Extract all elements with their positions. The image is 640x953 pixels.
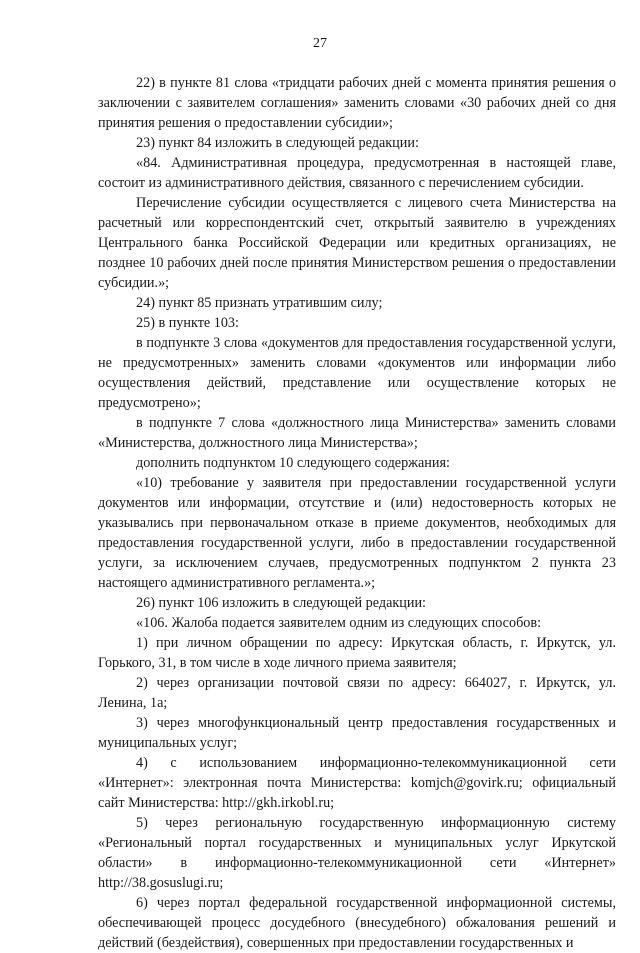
paragraph-method-6: 6) через портал федеральной государственной информационной системы, обеспечивающей процесс досудебного (внесудебного) обжалования решений и действий (бездействия), совершенных при предоставлении государственных и <box>98 895 616 951</box>
paragraph-method-5: 5) через региональную государственную информационную систему «Региональный портал государственных и муниципальных услуг Иркутской области» в информационно-телекоммуникационной сети «Интернет» http://38.gosuslugi.ru; <box>98 815 616 891</box>
paragraph-method-1: 1) при личном обращении по адресу: Иркутская область, г. Иркутск, ул. Горького, 31, в том числе в ходе личного приема заявителя; <box>98 635 616 671</box>
document-body <box>98 73 616 953</box>
paragraph-item-24: 24) пункт 85 признать утратившим силу; <box>136 295 383 311</box>
paragraph-method-4: 4) с использованием информационно-телекоммуникационной сети «Интернет»: электронная почта Министерства: komjch@govirk.ru; официальный сайт Министерства: http://gkh.irkobl.ru; <box>98 755 616 811</box>
paragraph-item-23: 23) пункт 84 изложить в следующей редакции: <box>136 135 419 151</box>
paragraph-subitem-3: в подпункте 3 слова «документов для предоставления государственной услуги, не предусмотренных» заменить словами «документов или информации либо осуществления действий, представление или осуществление которых не предусмотрено»; <box>98 335 616 411</box>
paragraph-subsidy-transfer: Перечисление субсидии осуществляется с лицевого счета Министерства на расчетный или корреспондентский счет, открытый заявителю в учреждениях Центрального банка Российской Федерации или кредитных организациях, не позднее 10 рабочих дней после принятия Министерством решения о предоставлении субсидии.»; <box>98 195 616 291</box>
paragraph-item-25: 25) в пункте 103: <box>136 315 239 331</box>
paragraph-add-subitem-10: дополнить подпунктом 10 следующего содержания: <box>136 455 450 471</box>
page-number: 27 <box>313 36 327 51</box>
paragraph-point-84: «84. Административная процедура, предусмотренная в настоящей главе, состоит из административного действия, связанного с перечислением субсидии. <box>98 155 616 191</box>
paragraph-method-2: 2) через организации почтовой связи по адресу: 664027, г. Иркутск, ул. Ленина, 1а; <box>98 675 616 711</box>
paragraph-item-22: 22) в пункте 81 слова «тридцати рабочих дней с момента принятия решения о заключении с заявителем соглашения» заменить словами «30 рабочих дней со дня принятия решения о предоставлении субсидии»; <box>98 75 616 131</box>
paragraph-subitem-7: в подпункте 7 слова «должностного лица Министерства» заменить словами «Министерства, должностного лица Министерства»; <box>98 415 616 451</box>
paragraph-point-106: «106. Жалоба подается заявителем одним из следующих способов: <box>136 615 542 631</box>
paragraph-item-26: 26) пункт 106 изложить в следующей редакции: <box>136 595 426 611</box>
paragraph-method-3: 3) через многофункциональный центр предоставления государственных и муниципальных услуг; <box>98 715 616 751</box>
paragraph-subitem-10-text: «10) требование у заявителя при предоставлении государственной услуги документов или информации, отсутствие и (или) недостоверность которых не указывались при первоначальном отказе в приеме документов, необходимых для предоставления государственной услуги, либо в предоставлении государственной услуги, за исключением случаев, предусмотренных подпунктом 2 пункта 23 настоящего административного регламента.»; <box>98 475 616 591</box>
